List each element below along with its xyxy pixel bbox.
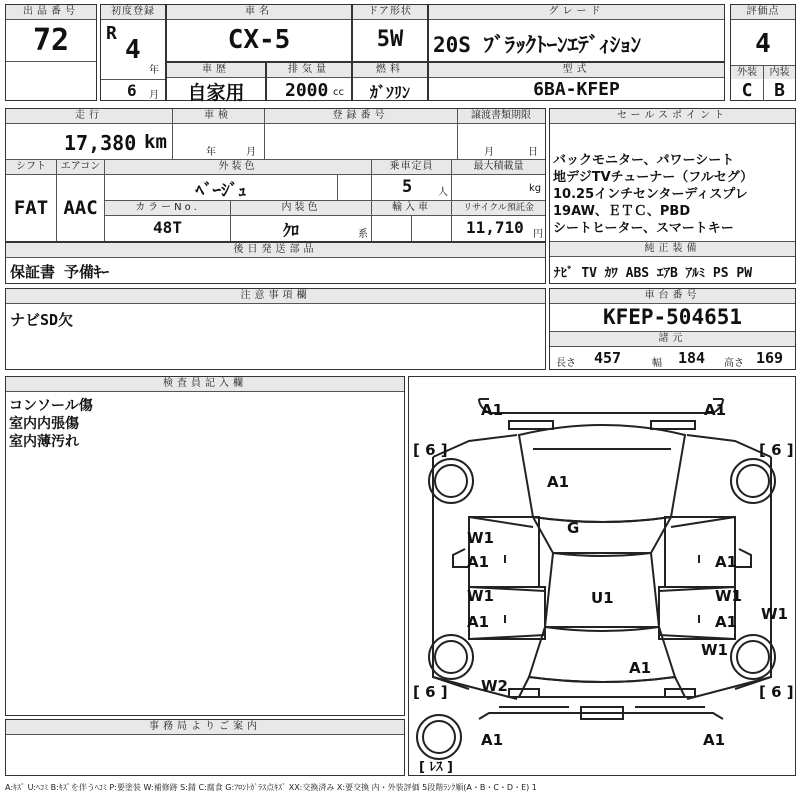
- first-reg-month-unit: 月: [149, 90, 159, 101]
- inspection-year-unit: 年: [206, 147, 216, 158]
- legend-text: A:ｷｽﾞ U:ﾍｺﾐ B:ｷｽﾞを伴うﾍｺﾐ P:要塗装 W:補修跡 S:錆 C:腐食 G:ﾌﾛﾝﾄｶﾞﾗｽ点ｷｽﾞ XX:交換済み X:要交換 内・外装評価 5段階ﾗﾝｸ順(A・B・C・D・E) 1: [5, 783, 537, 792]
- notes-value: ナビSD欠: [10, 311, 74, 329]
- transfer-month-unit: 月: [484, 147, 494, 158]
- mark-rear-left: A1: [481, 731, 504, 749]
- tire-fr-label: [ 6 ]: [759, 441, 794, 459]
- score-int-label: 内装: [764, 66, 795, 79]
- car-diagram-svg: [409, 377, 795, 775]
- inspection-label: 車検: [172, 109, 264, 124]
- width-label: 幅: [652, 358, 662, 369]
- mark-rf-door-a: A1: [715, 553, 738, 571]
- inspector-label: 検査員記入欄: [6, 377, 404, 392]
- capacity-value: 5: [402, 177, 413, 197]
- sales-points-box: [549, 108, 796, 284]
- exterior-color-value: ﾍﾞｰｼﾞｭ: [195, 181, 247, 201]
- interior-color-label: 内装色: [231, 201, 371, 215]
- damage-diagram: [408, 376, 796, 776]
- aircon-value: AAC: [63, 197, 98, 219]
- grade-value: 20S ﾌﾞﾗｯｸﾄｰﾝｴﾃﾞｨｼｮﾝ: [433, 33, 642, 57]
- notes-box: [5, 288, 546, 370]
- displacement-label: 排気量: [267, 63, 351, 78]
- sales-point-line: 地デジTVチューナー（フルセグ）: [553, 170, 754, 185]
- shift-label: シフト: [6, 160, 56, 174]
- mark-windshield: G: [567, 519, 580, 537]
- chassis-label: 車台番号: [550, 289, 795, 304]
- lot-label: 出品番号: [6, 5, 96, 20]
- displacement-value: 2000: [285, 80, 329, 101]
- transfer-label: 譲渡書類期限: [457, 109, 545, 124]
- first-reg-label: 初度登録: [101, 5, 165, 20]
- exterior-color-label: 外装色: [105, 160, 371, 174]
- height-value: 169: [756, 349, 784, 367]
- max-load-unit: kg: [529, 183, 542, 194]
- sales-point-line: バックモニター、パワーシート: [553, 153, 735, 168]
- history-box: [166, 62, 266, 104]
- score-value: 4: [755, 29, 771, 59]
- spare-label: [ ﾚｽ ]: [419, 760, 453, 775]
- recycle-label: リサイクル預託金: [452, 201, 545, 215]
- displacement-box: [266, 62, 352, 101]
- inspection-month-unit: 月: [246, 147, 256, 158]
- score-ext-label: 外装: [731, 66, 763, 79]
- first-reg-year: 4: [125, 35, 141, 65]
- fuel-value: ｶﾞｿﾘﾝ: [369, 83, 410, 102]
- first-reg-year-unit: 年: [149, 65, 159, 76]
- color-no-value: 48T: [153, 218, 182, 237]
- aircon-label: エアコン: [57, 160, 104, 174]
- inspector-line: 室内内張傷: [9, 416, 79, 432]
- first-registration-box: [100, 4, 166, 101]
- shift-value: FAT: [13, 197, 49, 219]
- height-label: 高さ: [724, 358, 744, 369]
- mark-front-right: A1: [704, 401, 727, 419]
- lot-box: [5, 4, 97, 101]
- door-value: 5W: [376, 27, 404, 52]
- sales-point-line: 10.25インチセンターディスプレ: [553, 187, 748, 202]
- door-box: [352, 4, 428, 62]
- car-name-value: CX-5: [227, 25, 291, 55]
- chassis-value: KFEP-504651: [602, 305, 743, 329]
- first-reg-month: 6: [127, 81, 137, 100]
- history-label: 車歴: [167, 63, 265, 78]
- capacity-unit: 人: [438, 187, 448, 198]
- notes-label: 注意事項欄: [6, 289, 545, 304]
- score-int: B: [774, 80, 785, 101]
- mileage-unit: km: [144, 131, 167, 153]
- lot-number: 72: [32, 23, 70, 58]
- later-parts-value: 保証書 予備ｷｰ: [10, 263, 110, 281]
- import-label: 輸入車: [372, 201, 451, 215]
- interior-color-unit: 系: [358, 229, 368, 240]
- inspector-line: コンソール傷: [9, 398, 93, 414]
- color-no-label: カラーNo.: [105, 201, 230, 215]
- later-parts-box: [5, 242, 546, 284]
- displacement-unit: cc: [333, 87, 344, 98]
- office-label: 事務局よりご案内: [6, 720, 404, 735]
- fuel-label: 燃料: [353, 63, 427, 78]
- mark-rear-glass: A1: [629, 659, 652, 677]
- inspector-box: [5, 376, 405, 716]
- score-box: [730, 4, 796, 101]
- car-name-box: [166, 4, 352, 62]
- mileage-value: 17,380: [64, 131, 137, 155]
- registration-label: 登録番号: [264, 109, 457, 124]
- equipment-label: 純正装備: [550, 242, 795, 257]
- model-label: 型式: [429, 63, 724, 78]
- grade-box: [428, 4, 725, 62]
- tire-rr-label: [ 6 ]: [759, 683, 794, 701]
- mark-lf-door-a: A1: [467, 553, 490, 571]
- sales-point-line: 19AW、ＥＴＣ、PBD: [553, 204, 691, 219]
- dimensions-label: 諸元: [550, 332, 795, 347]
- score-ext: C: [741, 80, 753, 101]
- recycle-unit: 円: [533, 229, 543, 240]
- interior-color-value: ｸﾛ: [282, 221, 299, 240]
- mark-right-side: W1: [761, 605, 788, 623]
- length-value: 457: [594, 349, 622, 367]
- equipment-value: ﾅﾋﾞ TV ｶﾜ ABS ｴｱB ｱﾙﾐ PS PW: [554, 266, 753, 281]
- inspector-line: 室内薄汚れ: [9, 434, 79, 450]
- tire-fl-label: [ 6 ]: [413, 441, 448, 459]
- later-parts-label: 後日発送部品: [6, 243, 545, 258]
- history-value: 自家用: [187, 82, 245, 104]
- transfer-day-unit: 日: [528, 147, 538, 158]
- tire-rl-label: [ 6 ]: [413, 683, 448, 701]
- sales-points-label: セールスポイント: [550, 109, 795, 124]
- mark-hood: A1: [547, 473, 570, 491]
- spec-table: [5, 108, 546, 242]
- model-box: [428, 62, 725, 101]
- mark-rear-q-right: W1: [701, 641, 728, 659]
- score-label: 評価点: [731, 5, 795, 20]
- mark-lr-door-w: W1: [467, 587, 494, 605]
- fuel-box: [352, 62, 428, 101]
- mark-front-left: A1: [481, 401, 504, 419]
- mark-rr-door-w: W1: [715, 587, 742, 605]
- office-box: [5, 719, 405, 776]
- max-load-label: 最大積載量: [452, 160, 545, 174]
- mark-lr-door-a: A1: [467, 613, 490, 631]
- mark-lf-door-w: W1: [467, 529, 494, 547]
- mark-roof: U1: [591, 589, 614, 607]
- sales-point-line: シートヒーター、スマートキー: [553, 221, 734, 236]
- width-value: 184: [678, 349, 706, 367]
- car-name-label: 車名: [167, 5, 351, 20]
- recycle-value: 11,710: [466, 218, 524, 237]
- mark-rear-right: A1: [703, 731, 726, 749]
- mark-rr-door-a: A1: [715, 613, 738, 631]
- model-value: 6BA-KFEP: [533, 79, 620, 100]
- mileage-label: 走行: [6, 109, 172, 124]
- mark-rear-q-left: W2: [481, 677, 508, 695]
- door-label: ドア形状: [353, 5, 427, 20]
- first-reg-era: R: [106, 23, 117, 44]
- grade-label: グレード: [429, 5, 724, 20]
- chassis-box: [549, 288, 796, 370]
- length-label: 長さ: [556, 358, 576, 369]
- capacity-label: 乗車定員: [372, 160, 451, 174]
